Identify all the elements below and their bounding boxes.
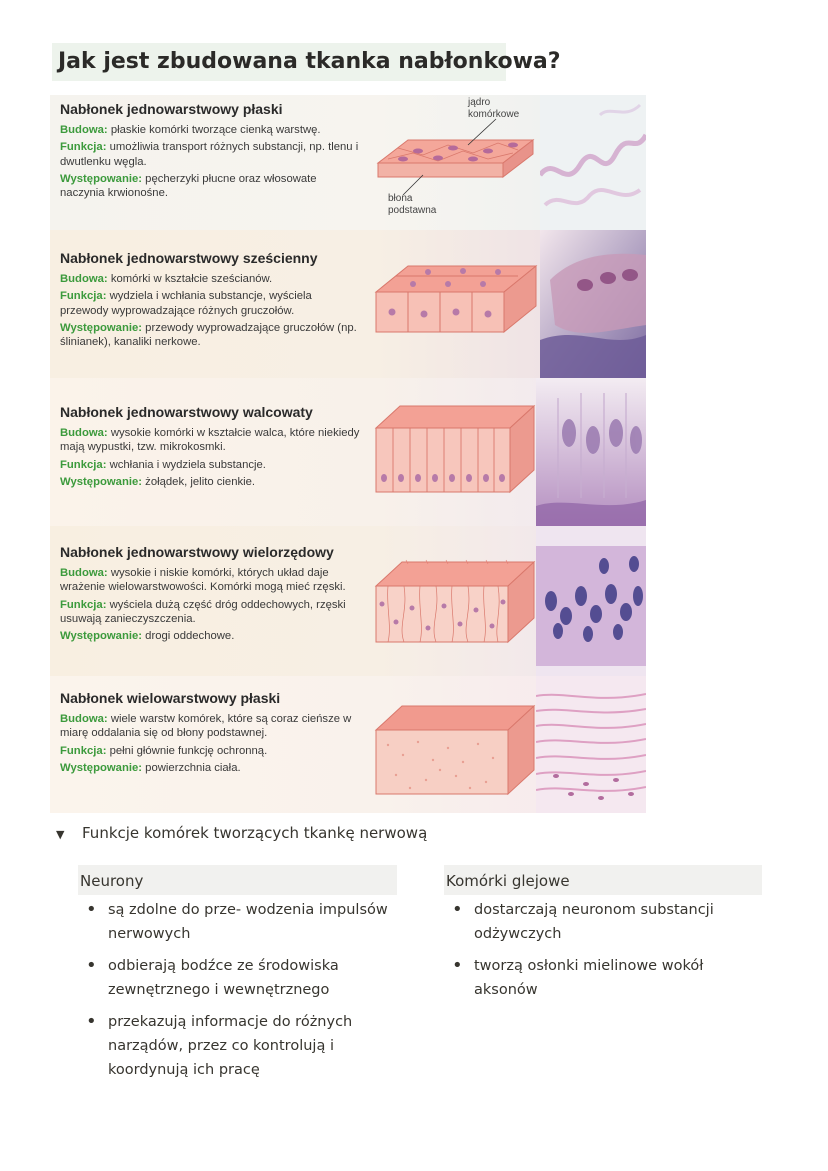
section-wystepowanie: Występowanie: pęcherzyki płucne oraz włosowate naczynia krwionośne.	[60, 172, 317, 200]
cuboidal-simple-micrograph	[540, 230, 646, 378]
section-title: Nabłonek wielowarstwowy płaski	[60, 690, 281, 706]
section-columnar-simple	[50, 378, 646, 526]
section-wystepowanie: Występowanie: żołądek, jelito cienkie.	[60, 475, 256, 488]
section-budowa: Budowa: komórki w kształcie sześcianów.	[60, 273, 273, 285]
list-item: • dostarczają neuronom substancji odżywczych	[444, 898, 762, 946]
section-funkcja: Funkcja: wchłania i wydziela substancje.	[60, 458, 266, 471]
section-budowa: Budowa: wysokie i niskie komórki, których układ daje wrażenie wielowarstwowości. Komórki mogą mieć rzęski.	[60, 567, 346, 594]
list-item: • tworzą osłonki mielinowe wokół aksonów	[444, 954, 762, 1002]
section-budowa: Budowa: wysokie komórki w kształcie walca, które niekiedy mają wypustki, tzw. mikrokosmki.	[60, 427, 360, 454]
section-wystepowanie: Występowanie: drogi oddechowe.	[60, 630, 235, 643]
pseudostratified-illustration	[368, 556, 543, 648]
annotation-nucleus: jądro komórkowe	[468, 97, 520, 120]
triangle-down-icon[interactable]: ▼	[56, 828, 65, 841]
section-budowa: Budowa: wiele warstw komórek, które są coraz cieńsze w miarę oddalania się od błony podstawnej.	[60, 713, 352, 740]
section-funkcja: Funkcja: pełni głównie funkcję ochronną.	[60, 744, 268, 757]
toggle-nervous-tissue[interactable]	[56, 824, 476, 848]
glial-cells-list	[444, 898, 762, 1010]
page-title: Jak jest zbudowana tkanka nabłonkowa?	[52, 43, 506, 81]
section-title: Nabłonek jednowarstwowy płaski	[60, 101, 283, 117]
toggle-heading-text: Funkcje komórek tworzących tkankę nerwową	[82, 824, 428, 842]
section-wystepowanie: Występowanie: przewody wyprowadzające gruczołów (np. ślinianek), kanaliki nerkowe.	[60, 321, 357, 349]
section-wystepowanie: Występowanie: powierzchnia ciała.	[60, 761, 241, 774]
section-squamous-simple	[50, 95, 646, 230]
annotation-basement-membrane: błona podstawna	[388, 193, 437, 216]
column-header-glial-cells: Komórki glejowe	[444, 865, 762, 895]
section-title: Nabłonek jednowarstwowy sześcienny	[60, 250, 318, 266]
section-pseudostratified	[50, 526, 646, 676]
section-funkcja: Funkcja: wyściela dużą część dróg oddechowych, rzęski usuwają zanieczyszczenia.	[60, 598, 346, 625]
list-item: • przekazują informacje do różnych narządów, przez co kontrolują i koordynują ich pracę	[78, 1010, 398, 1082]
section-cuboidal-simple	[50, 230, 646, 378]
neurons-list	[78, 898, 398, 1090]
epithelium-figure	[50, 95, 646, 813]
column-header-neurons: Neurony	[78, 865, 397, 895]
list-item: • odbierają bodźce ze środowiska zewnętrznego i wewnętrznego	[78, 954, 398, 1002]
squamous-simple-illustration	[368, 115, 538, 200]
columnar-simple-micrograph	[536, 378, 646, 526]
section-funkcja: Funkcja: umożliwia transport różnych substancji, np. tlenu i dwutlenku węgla.	[60, 141, 359, 168]
section-title: Nabłonek jednowarstwowy walcowaty	[60, 404, 313, 420]
stratified-squamous-illustration	[368, 700, 543, 800]
pseudostratified-micrograph	[536, 526, 646, 676]
columnar-simple-illustration	[368, 400, 543, 498]
section-title: Nabłonek jednowarstwowy wielorzędowy	[60, 544, 334, 560]
section-funkcja: Funkcja: wydziela i wchłania substancje, wyściela przewody wyprowadzające różnych gruczołów.	[60, 290, 312, 317]
squamous-simple-micrograph	[540, 95, 646, 230]
section-budowa: Budowa: płaskie komórki tworzące cienką warstwę.	[60, 124, 321, 136]
section-stratified-squamous	[50, 676, 646, 813]
stratified-squamous-micrograph	[536, 676, 646, 813]
list-item: • są zdolne do prze- wodzenia impulsów nerwowych	[78, 898, 398, 946]
cuboidal-simple-illustration	[368, 258, 543, 340]
